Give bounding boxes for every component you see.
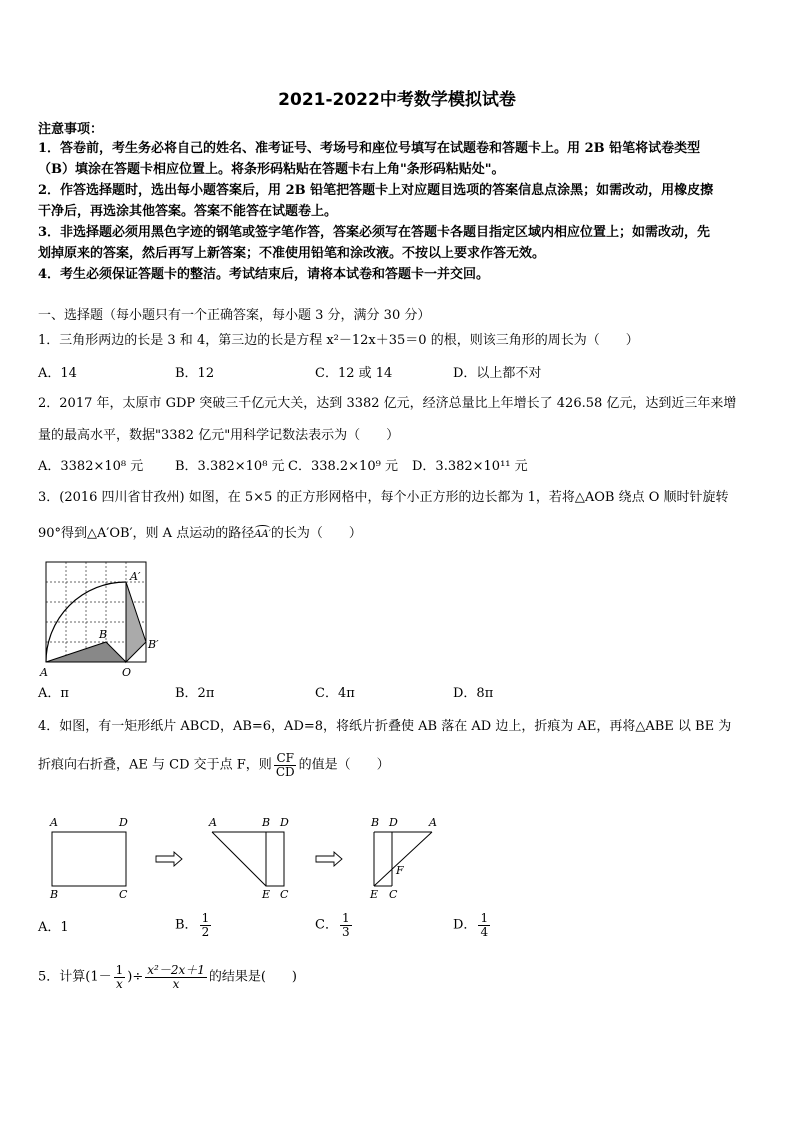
q2-option-c: C．338.2×10⁹ 元 — [288, 459, 398, 474]
label-B-prime: B′ — [148, 638, 159, 651]
fraction — [114, 964, 126, 990]
question-3-stem: 3．(2016 四川省甘孜州) 如图，在 5×5 的正方形网格中，每个小正方形的边长都为 1，若将△AOB 绕点 O 顺时针旋转 — [38, 490, 729, 505]
fig3-label-B: B — [371, 816, 380, 829]
fig2-label-A: A — [209, 816, 217, 829]
fig3-label-A: A — [429, 816, 437, 829]
fraction-denominator: 2 — [201, 924, 210, 939]
fig3-label-F: F — [396, 864, 404, 877]
question-2-stem: 2．2017 年，太原市 GDP 突破三千亿元大关，达到 3382 亿元，经济总量比上年增长了 426.58 亿元，达到近三年来增 — [38, 396, 737, 411]
question-5-stem — [38, 964, 297, 990]
q4-option-a: A．1 — [38, 920, 69, 935]
fig2-label-B: B — [262, 816, 271, 829]
question-1-stem: 1．三角形两边的长是 3 和 4，第三边的长是方程 x²－12x＋35＝0 的根，则该三角形的周长为（ ） — [38, 333, 639, 348]
q1-option-d: D．以上都不对 — [453, 366, 542, 381]
fraction — [340, 912, 352, 938]
q4-stem-pre: 折痕向右折叠，AE 与 CD 交于点 F，则 — [38, 757, 272, 773]
fraction-denominator: CD — [275, 764, 295, 779]
fig1-label-C: C — [119, 888, 128, 901]
notice-line: （B）填涂在答题卡相应位置上。将条形码粘贴在答题卡右上角"条形码粘贴处"。 — [38, 162, 505, 177]
fig1-label-A: A — [50, 816, 58, 829]
q3-stem-post: 的长为（ ） — [270, 526, 362, 541]
q3-option-d: D．8π — [453, 686, 494, 701]
q3-grid-figure — [36, 556, 166, 682]
notice-line: 4．考生必须保证答题卡的整洁。考试结束后，请将本试卷和答题卡一并交回。 — [38, 267, 490, 282]
fraction-denominator: 3 — [341, 924, 350, 939]
q4-option-b — [175, 912, 213, 938]
fraction-numerator: 1 — [115, 963, 124, 977]
label-O: O — [122, 666, 132, 679]
fraction — [478, 912, 490, 938]
notice-line: 2．作答选择题时，选出每小题答案后，用 2B 铅笔把答题卡上对应题目选项的答案信息点涂黑；如需改动，用橡皮擦 — [38, 183, 714, 198]
fig2-label-E: E — [262, 888, 271, 901]
arrow-icon — [316, 852, 342, 866]
fraction-numerator: 1 — [341, 911, 350, 925]
q5-pre: 5．计算(1－ — [38, 969, 112, 985]
q4-stem-post: 的值是（ ） — [298, 757, 390, 773]
q1-option-b: B．12 — [175, 366, 215, 381]
q2-option-b: B．3.382×10⁸ 元 — [175, 459, 285, 474]
q4-option-d — [453, 912, 492, 938]
fraction-cf-cd — [274, 752, 297, 778]
fold-figure-3 — [374, 832, 432, 886]
fig2-label-C: C — [280, 888, 289, 901]
fig3-label-D: D — [389, 816, 398, 829]
fig1-label-D: D — [119, 816, 128, 829]
q3-option-b: B．2π — [175, 686, 215, 701]
question-2-stem-cont: 量的最高水平，数据"3382 亿元"用科学记数法表示为（ ） — [38, 428, 400, 443]
fraction-denominator: 4 — [480, 924, 489, 939]
section-heading: 一、选择题（每小题只有一个正确答案，每小题 3 分，满分 30 分） — [38, 308, 431, 323]
q2-option-d: D．3.382×10¹¹ 元 — [412, 459, 528, 474]
question-4-stem: 4．如图，有一矩形纸片 ABCD，AB=6，AD=8，将纸片折叠使 AB 落在 AD 边上，折痕为 AE，再将△ABE 以 BE 为 — [38, 719, 732, 734]
q3-stem-pre: 90°得到△A′OB′，则 A 点运动的路径 — [38, 526, 255, 541]
q4-fold-figures — [44, 810, 444, 902]
label-A-prime: A′ — [130, 570, 141, 583]
q1-option-c: C．12 或 14 — [315, 366, 393, 381]
option-label: D． — [453, 917, 477, 933]
option-label: B． — [175, 917, 198, 933]
fraction-denominator: x — [172, 976, 180, 991]
notice-line: 干净后，再选涂其他答案。答案不能答在试题卷上。 — [38, 204, 338, 219]
q5-post: 的结果是( ) — [208, 969, 298, 985]
fraction-numerator: CF — [276, 751, 294, 765]
fig1-label-B: B — [50, 888, 59, 901]
fraction-numerator: x²－2x＋1 — [147, 963, 205, 977]
fraction-denominator: x — [116, 976, 123, 991]
fraction — [200, 912, 212, 938]
q5-mid: )÷ — [127, 969, 144, 985]
fraction — [145, 964, 207, 990]
q4-option-c — [315, 912, 354, 938]
arc-label: AA′ — [254, 529, 271, 540]
notice-line: 划掉原来的答案，然后再写上新答案；不准使用铅笔和涂改液。不按以上要求作答无效。 — [38, 246, 546, 261]
rectangle-abcd — [52, 832, 126, 886]
label-A: A — [40, 666, 48, 679]
triangle-aob — [46, 642, 126, 662]
fig3-label-E: E — [370, 888, 379, 901]
option-label: C． — [315, 917, 338, 933]
notice-line: 3．非选择题必须用黑色字迹的钢笔或签字笔作答，答案必须写在答题卡各题目指定区域内相应位置上；如需改动，先 — [38, 225, 711, 240]
page-title: 2021-2022中考数学模拟试卷 — [278, 90, 516, 110]
fraction-numerator: 1 — [201, 911, 210, 925]
fig2-label-D: D — [280, 816, 289, 829]
q3-option-a: A．π — [38, 686, 69, 701]
fold-figure-2 — [212, 832, 284, 886]
label-B: B — [99, 628, 108, 641]
question-3-stem-cont — [38, 525, 362, 542]
fraction-numerator: 1 — [480, 911, 489, 925]
arrow-icon — [156, 852, 182, 866]
notice-line: 1．答卷前，考生务必将自己的姓名、准考证号、考场号和座位号填写在试题卷和答题卡上。用 2B 铅笔将试卷类型 — [38, 141, 701, 156]
question-4-stem-cont — [38, 752, 390, 778]
arc-notation — [254, 525, 271, 541]
q2-option-a: A．3382×10⁸ 元 — [38, 459, 144, 474]
q3-option-c: C．4π — [315, 686, 355, 701]
notice-heading: 注意事项： — [38, 122, 104, 137]
fig3-label-C: C — [389, 888, 398, 901]
q1-option-a: A．14 — [38, 366, 77, 381]
